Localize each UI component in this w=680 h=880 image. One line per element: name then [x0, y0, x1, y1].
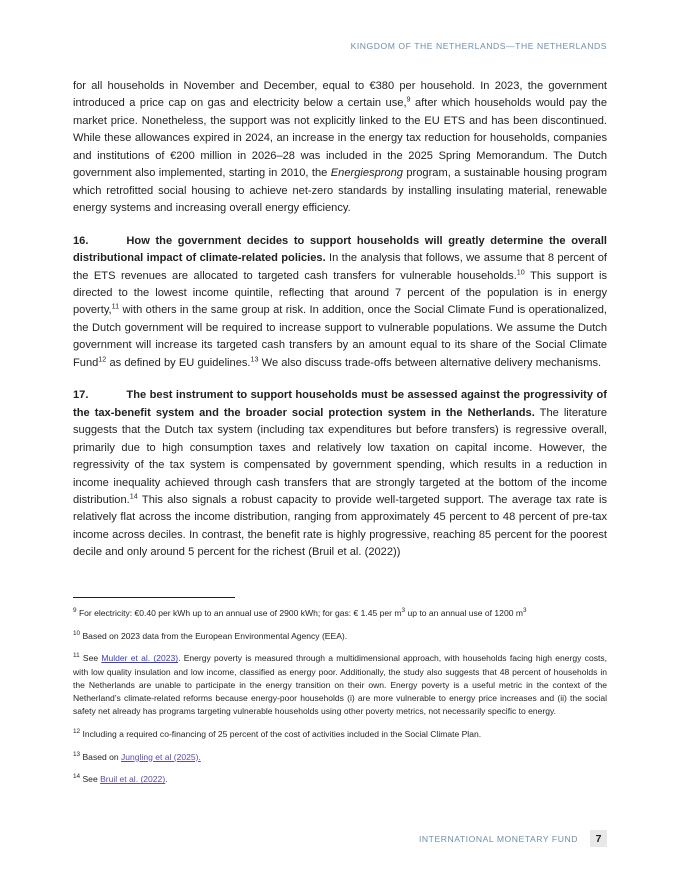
footnote-ref-12[interactable]: 12 — [98, 354, 107, 364]
paragraph-16-text-2: This support is directed to the lowest income quintile, reflecting that around 7 percent of the population is in energy poverty, — [73, 269, 607, 317]
footnote-14 — [73, 773, 607, 786]
footer-organization-name: INTERNATIONAL MONETARY FUND — [418, 833, 578, 844]
footnote-11-text-1: See — [82, 653, 102, 664]
paragraph-17-text-1: The literature suggests that the Dutch tax system (including tax expenditures but before transfers) is regressive overall, primarily due to high consumption taxes and relatively low taxation on capital income. However, the regressivity of the tax system is compensated by government spending, which results in a reduction in income inequality achieved through cash transfers that are strongly targeted at the bottom of the income distribution. — [73, 406, 607, 506]
body-text-column — [73, 78, 607, 562]
footnote-13-text-1: Based on — [82, 751, 121, 762]
paragraph-16-text-1: In the analysis that follows, we assume that 8 percent of the ETS revenues are allocated to targeted cash transfers for vulnerable households. — [73, 252, 607, 282]
citation-link-bruil-2022[interactable]: Bruil et al. (2022) — [100, 774, 166, 785]
footnote-10-text-1: Based on 2023 data from the European Environmental Agency (EEA). — [82, 630, 348, 641]
paragraph-16-text-4: as defined by EU guidelines. — [106, 356, 251, 369]
paragraph-16 — [73, 233, 607, 373]
footnote-12 — [73, 728, 607, 741]
footnote-ref-13[interactable]: 13 — [250, 354, 259, 364]
footnote-13 — [73, 751, 607, 764]
paragraph-continuation — [73, 78, 607, 218]
footnote-9-sup-2: 3 — [522, 607, 527, 615]
footnote-14-text-1: See — [82, 774, 101, 785]
paragraph-17 — [73, 387, 607, 562]
footnote-separator-rule — [73, 597, 235, 598]
footnote-11-marker: 11 — [73, 652, 80, 660]
running-header-title: KINGDOM OF THE NETHERLANDS—THE NETHERLANDS — [350, 41, 607, 51]
footnote-ref-11[interactable]: 11 — [111, 301, 120, 311]
footnote-11 — [73, 652, 607, 718]
par-cont-text-2: after which households would pay the market price. Nonetheless, the support was not explicitly linked to the EU ETS and has been discontinued. While these allowances expired in 2024, an increase in the energy tax reduction for households, companies and institutions of €200 million in 2026–28 was included in the 2025 Spring Memorandum. The Dutch government also implemented, starting in 2010, the — [73, 97, 607, 180]
footnote-11-text-2: . Energy poverty is measured through a multidimensional approach, with households facing high energy costs, with low quality insulation and low income, classified as energy poor. Additionally, the study also suggests that 48 percent of households in the Netherlands are unable to participate in the energy transition on their own. Energy poverty is a useful metric in the context of the Netherland’s climate-related reforms because energy-poor households (i) are more vulnerable to energy price increases and (ii) the social safety net already has programs targeting vulnerable households using other poverty metrics, not necessarily specific to energy. — [73, 653, 607, 717]
footnote-9-marker: 9 — [73, 607, 77, 615]
paragraph-16-lead: How the government decides to support households will greatly determine the overall distributional impact of climate-related policies. — [73, 234, 607, 265]
footnote-12-marker: 12 — [73, 728, 81, 736]
footnote-10 — [73, 630, 607, 643]
paragraph-17-lead: The best instrument to support households must be assessed against the progressivity of the tax-benefit system and the broader social protection system in the Netherlands. — [73, 389, 607, 419]
footnote-ref-10[interactable]: 10 — [516, 266, 525, 276]
page-footer — [73, 830, 607, 847]
footnote-ref-14[interactable]: 14 — [129, 491, 138, 501]
paragraph-16-number: 16. — [73, 234, 89, 247]
footnote-9-text-2: up to an annual use of 1200 m — [405, 608, 523, 618]
footnote-13-marker: 13 — [73, 750, 81, 758]
par-cont-italic-term: Energiesprong — [330, 167, 403, 180]
page-number-badge: 7 — [590, 830, 607, 847]
par-cont-text-1: for all households in November and December, equal to €380 per household. In 2023, the government introduced a price cap on gas and electricity below a certain use, — [73, 80, 607, 110]
footnote-ref-9[interactable]: 9 — [406, 94, 411, 104]
paragraph-17-number: 17. — [73, 389, 89, 402]
footnote-9-text-1: For electricity: €0.40 per kWh up to an annual use of 2900 kWh; for gas: € 1.45 per m — [78, 608, 402, 618]
paragraph-17-text-2: This also signals a robust capacity to provide well-targeted support. The average tax rate is relatively flat across the income distribution, ranging from approximately 45 percent to 48 percent of pre-tax income across deciles. In contrast, the benefit rate is highly progressive, reaching 85 percent for the poorest decile and only around 5 percent for the richest (Bruil et al. (2022)) — [73, 493, 607, 559]
footnote-section — [73, 597, 607, 787]
footnote-10-marker: 10 — [73, 629, 81, 637]
footnote-12-text-1: Including a required co-financing of 25 percent of the cost of activities included in the Social Climate Plan. — [82, 728, 482, 739]
paragraph-16-text-3: with others in the same group at risk. In addition, once the Social Climate Fund is operationalized, the Dutch government will be required to increase support to vulnerable populations. We assume the Dutch government will increase its targeted cash transfers by an amount equal to its share of the Social Climate Fund — [73, 304, 607, 369]
paragraph-16-text-5: We also discuss trade-offs between alternative delivery mechanisms. — [258, 356, 602, 369]
footnote-14-text-2: . — [165, 774, 168, 785]
citation-link-mulder-2023[interactable]: Mulder et al. (2023) — [101, 653, 179, 664]
par-cont-text-3: program, a sustainable housing program which retrofitted social housing to achieve net-zero standards by installing insulating material, renewable energy systems and increasing overall energy efficiency. — [73, 167, 607, 215]
footnote-9-sup-1: 3 — [401, 607, 406, 615]
citation-link-jungling-2025[interactable]: Jungling et al (2025). — [120, 751, 201, 762]
footnote-9 — [73, 607, 607, 620]
footnote-14-marker: 14 — [73, 773, 81, 781]
